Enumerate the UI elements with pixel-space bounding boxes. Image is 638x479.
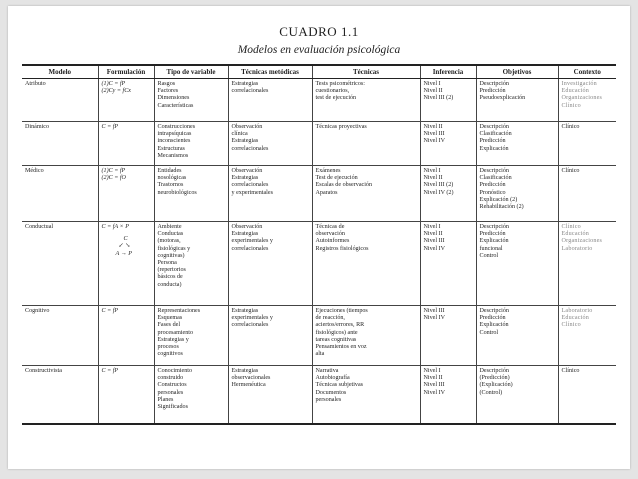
- formulacion-line: (2)Cy = fCx: [101, 88, 131, 95]
- tecnicas-line: personales: [315, 396, 342, 403]
- tipo-line: (motoras,: [157, 238, 181, 245]
- tipo-line: Ambiente: [157, 224, 182, 230]
- inferencia-line: Nivel III: [423, 238, 445, 245]
- objetivos-line: Descripción: [479, 168, 509, 174]
- tecnicas-line: Técnicas proyectivas: [315, 124, 367, 130]
- tecnicas-line: Aparatos: [315, 189, 338, 196]
- contexto-line: Laboratorio: [561, 245, 593, 252]
- cell-objetivos: [476, 222, 558, 306]
- cell-tipo: [154, 122, 228, 166]
- tecnicas-line: Pensamientos en voz: [315, 344, 367, 351]
- inferencia-line: Nivel III (2): [423, 182, 454, 189]
- inferencia-line: Nivel III: [423, 382, 445, 389]
- cell-modelo: [22, 122, 98, 166]
- tecnicas-line: Técnicas subjetivas: [315, 382, 364, 389]
- contexto-line: Clínico: [561, 102, 581, 109]
- tipo-line: Constructos: [157, 382, 187, 389]
- cell-contexto: [558, 79, 616, 122]
- cell-tipo: [154, 79, 228, 122]
- metodicas-line: Estrategias: [231, 231, 259, 238]
- inferencia-line: Nivel IV: [423, 138, 445, 145]
- objetivos-line: Explicación: [479, 145, 509, 152]
- tipo-line: Dimensiones: [157, 95, 190, 102]
- cell-tipo: [154, 306, 228, 366]
- cell-formulacion: [98, 166, 154, 222]
- objetivos-line: Descripción: [479, 81, 509, 87]
- tecnicas-line: Autobiografía: [315, 375, 350, 382]
- header-objetivos: Objetivos: [476, 65, 558, 79]
- objetivos-line: Descripción: [479, 124, 509, 130]
- contexto-line: Organizaciones: [561, 95, 603, 102]
- contexto-line: Clínico: [561, 322, 581, 329]
- table-row: [22, 166, 616, 222]
- formulacion-line: (2)C = fO: [101, 175, 126, 182]
- diagram-line: A → P: [115, 250, 132, 257]
- metodicas-line: Hermenéutica: [231, 382, 266, 389]
- cell-contexto: [558, 306, 616, 366]
- inferencia-line: Nivel III: [423, 308, 445, 314]
- table-row: [22, 366, 616, 424]
- tecnicas-line: alta: [315, 351, 325, 358]
- formulacion-line: C = fP: [101, 308, 119, 314]
- tipo-line: Conocimiento: [157, 368, 193, 374]
- cell-inferencia: [420, 166, 476, 222]
- inferencia-line: Nivel I: [423, 168, 441, 174]
- inferencia-line: Nivel IV: [423, 389, 445, 396]
- objetivos-line: Predicción: [479, 231, 506, 238]
- tipo-line: (repertorios: [157, 267, 186, 274]
- cell-inferencia: [420, 79, 476, 122]
- tipo-line: Esquemas: [157, 315, 183, 322]
- header-formulacion: Formulación: [98, 65, 154, 79]
- tecnicas-line: Escalas de observación: [315, 182, 373, 189]
- tipo-line: procesos: [157, 344, 179, 351]
- tecnicas-line: de reacción,: [315, 315, 345, 322]
- objetivos-line: Explicación: [479, 322, 509, 329]
- contexto-line: Organizaciones: [561, 238, 603, 245]
- tipo-line: cognitivos: [157, 351, 183, 358]
- header-inferencia: Inferencia: [420, 65, 476, 79]
- table-row: [22, 222, 616, 306]
- inferencia-line: Nivel II: [423, 88, 443, 95]
- cell-tecnicas: [312, 366, 420, 424]
- inferencia-line: Nivel I: [423, 224, 441, 230]
- cell-inferencia: [420, 222, 476, 306]
- objetivos-line: (Predicción): [479, 375, 510, 382]
- tecnicas-line: observación: [315, 231, 345, 238]
- formulacion-line: (1)C = fP: [101, 168, 126, 174]
- tipo-line: fisiológicas y: [157, 245, 191, 252]
- tecnicas-line: Exámenes: [315, 168, 341, 174]
- formulacion-line: C = fP: [101, 124, 119, 130]
- cell-contexto: [558, 366, 616, 424]
- objetivos-line: funcional: [479, 245, 503, 252]
- inferencia-line: Nivel I: [423, 368, 441, 374]
- tipo-line: Características: [157, 102, 194, 109]
- objetivos-line: Predicción: [479, 182, 506, 189]
- contexto-line: Clínico: [561, 168, 580, 174]
- tecnicas-line: Técnicas de: [315, 224, 345, 230]
- inferencia-line: Nivel III (2): [423, 95, 454, 102]
- tipo-line: procesamiento: [157, 329, 194, 336]
- formulacion-line: C = fP: [101, 368, 119, 374]
- metodicas-line: y experimentales: [231, 189, 273, 196]
- tipo-line: construido: [157, 375, 184, 382]
- objetivos-line: (Explicación): [479, 382, 513, 389]
- modelo-line: Atributo: [25, 81, 46, 87]
- header-modelo: Modelo: [22, 65, 98, 79]
- header-tecnicas-metodicas: Técnicas metódicas: [228, 65, 312, 79]
- inferencia-line: Nivel IV: [423, 245, 445, 252]
- inferencia-line: Nivel IV: [423, 315, 445, 322]
- table-body: [22, 79, 616, 424]
- tipo-line: personales: [157, 389, 184, 396]
- inferencia-line: Nivel I: [423, 81, 441, 87]
- metodicas-line: correlacionales: [231, 145, 269, 152]
- contexto-line: Investigación: [561, 81, 597, 87]
- objetivos-line: Pronóstico: [479, 189, 506, 196]
- metodicas-line: Estrategias: [231, 308, 259, 314]
- header-tecnicas: Técnicas: [312, 65, 420, 79]
- contexto-line: Educación: [561, 231, 590, 238]
- objetivos-line: Descripción: [479, 308, 509, 314]
- contexto-line: Clínico: [561, 224, 581, 230]
- inferencia-line: Nivel II: [423, 375, 443, 382]
- objetivos-line: Control: [479, 329, 499, 336]
- metodicas-line: correlacionales: [231, 322, 269, 329]
- models-table: [22, 64, 616, 425]
- table-row: [22, 306, 616, 366]
- tipo-line: cognitivas): [157, 252, 185, 259]
- cell-objetivos: [476, 166, 558, 222]
- cell-metodicas: [228, 222, 312, 306]
- cell-inferencia: [420, 122, 476, 166]
- cell-inferencia: [420, 366, 476, 424]
- tipo-line: básicos de: [157, 274, 183, 281]
- metodicas-line: experimentales y: [231, 238, 273, 245]
- inferencia-line: Nivel III: [423, 131, 445, 138]
- tecnicas-line: test de ejecución: [315, 95, 357, 102]
- cell-contexto: [558, 166, 616, 222]
- inferencia-line: Nivel II: [423, 175, 443, 182]
- cell-metodicas: [228, 166, 312, 222]
- metodicas-line: Observación: [231, 168, 263, 174]
- objetivos-line: Pseudoexplicación: [479, 95, 526, 102]
- tipo-line: Trastornos: [157, 182, 184, 189]
- formulacion-line: (1)C = fP: [101, 81, 126, 87]
- modelo-line: Constructivista: [25, 368, 62, 374]
- cell-modelo: [22, 166, 98, 222]
- tipo-line: Significados: [157, 404, 188, 411]
- tecnicas-line: cuestionarios,: [315, 88, 350, 95]
- tipo-line: intrapsíquicas: [157, 131, 192, 138]
- metodicas-line: correlacionales: [231, 88, 269, 95]
- cell-tecnicas: [312, 306, 420, 366]
- cell-metodicas: [228, 306, 312, 366]
- tipo-line: inconscientes: [157, 138, 191, 145]
- metodicas-line: correlacionales: [231, 182, 269, 189]
- tipo-line: conducta): [157, 281, 182, 288]
- tecnicas-line: Test de ejecución: [315, 175, 358, 182]
- document-page: [8, 6, 630, 469]
- contexto-line: Clínico: [561, 124, 580, 130]
- tecnicas-line: Ejecuciones (tiempos: [315, 308, 368, 314]
- metodicas-line: Estrategias: [231, 175, 259, 182]
- formula-diagram: [102, 236, 152, 258]
- cell-tipo: [154, 166, 228, 222]
- table-title: CUADRO 1.1: [279, 24, 359, 39]
- tipo-line: Entidades: [157, 168, 182, 174]
- objetivos-line: Predicción: [479, 315, 506, 322]
- inferencia-line: Nivel II: [423, 124, 443, 130]
- contexto-line: Laboratorio: [561, 308, 593, 314]
- objetivos-line: Clasificación: [479, 131, 512, 138]
- cell-contexto: [558, 222, 616, 306]
- objetivos-line: Descripción: [479, 368, 509, 374]
- tecnicas-line: aciertos/errores, RR: [315, 322, 365, 329]
- cell-modelo: [22, 306, 98, 366]
- objetivos-line: Clasificación: [479, 175, 512, 182]
- objetivos-line: Explicación: [479, 238, 509, 245]
- objetivos-line: Predicción: [479, 138, 506, 145]
- tipo-line: Construcciones: [157, 124, 196, 130]
- tipo-line: nosológicas: [157, 175, 187, 182]
- diagram-line: C: [123, 236, 128, 243]
- contexto-line: Educación: [561, 315, 590, 322]
- cell-formulacion: [98, 122, 154, 166]
- cell-objetivos: [476, 366, 558, 424]
- metodicas-line: Estrategias: [231, 138, 259, 145]
- tipo-line: Conductas: [157, 231, 184, 238]
- cell-objetivos: [476, 306, 558, 366]
- cell-tecnicas: [312, 79, 420, 122]
- cell-formulacion: [98, 366, 154, 424]
- inferencia-line: Nivel II: [423, 231, 443, 238]
- cell-modelo: [22, 79, 98, 122]
- cell-tipo: [154, 366, 228, 424]
- cell-modelo: [22, 366, 98, 424]
- tipo-line: Persona: [157, 260, 177, 267]
- contexto-line: Educación: [561, 88, 590, 95]
- objetivos-line: (Control): [479, 389, 503, 396]
- tipo-line: Estrategias y: [157, 336, 189, 343]
- cell-contexto: [558, 122, 616, 166]
- metodicas-line: clínica: [231, 131, 248, 138]
- tipo-line: Planes: [157, 396, 174, 403]
- cell-tecnicas: [312, 166, 420, 222]
- cell-formulacion: [98, 79, 154, 122]
- tipo-line: Rasgos: [157, 81, 176, 87]
- metodicas-line: Estrategias: [231, 368, 259, 374]
- cell-tecnicas: [312, 122, 420, 166]
- cell-formulacion: [98, 222, 154, 306]
- objetivos-line: Control: [479, 252, 499, 259]
- metodicas-line: Observación: [231, 224, 263, 230]
- cell-metodicas: [228, 122, 312, 166]
- contexto-line: Clínico: [561, 368, 580, 374]
- objetivos-line: Rehabilitación (2): [479, 204, 524, 211]
- table-row: [22, 122, 616, 166]
- header-tipo-variable: Tipo de variable: [154, 65, 228, 79]
- diagram-line: ↙ ↘: [118, 243, 131, 250]
- tecnicas-line: fisiológicos) ante: [315, 329, 358, 336]
- tecnicas-line: Registros fisiológicos: [315, 245, 369, 252]
- cell-objetivos: [476, 122, 558, 166]
- inferencia-line: Nivel IV (2): [423, 189, 454, 196]
- metodicas-line: correlacionales: [231, 245, 269, 252]
- cell-objetivos: [476, 79, 558, 122]
- header-contexto: Contexto: [558, 65, 616, 79]
- modelo-line: Cognitivo: [25, 308, 50, 314]
- cell-metodicas: [228, 79, 312, 122]
- tipo-line: Factores: [157, 88, 179, 95]
- objetivos-line: Predicción: [479, 88, 506, 95]
- metodicas-line: Observación: [231, 124, 263, 130]
- table-row: [22, 79, 616, 122]
- cell-formulacion: [98, 306, 154, 366]
- cell-tipo: [154, 222, 228, 306]
- tecnicas-line: Autoinformes: [315, 238, 350, 245]
- formulacion-line: C = fA × P: [101, 224, 129, 230]
- tecnicas-line: Tests psicométricos:: [315, 81, 365, 87]
- tipo-line: Estructuras: [157, 145, 185, 152]
- header-row: [22, 65, 616, 79]
- cell-metodicas: [228, 366, 312, 424]
- tipo-line: neurobiológicos: [157, 189, 197, 196]
- cell-inferencia: [420, 306, 476, 366]
- tipo-line: Fases del: [157, 322, 181, 329]
- objetivos-line: Explicación (2): [479, 196, 518, 203]
- modelo-line: Conductual: [25, 224, 54, 230]
- tecnicas-line: Narrativa: [315, 368, 339, 374]
- cell-tecnicas: [312, 222, 420, 306]
- objetivos-line: Descripción: [479, 224, 509, 230]
- modelo-line: Médico: [25, 168, 44, 174]
- cell-modelo: [22, 222, 98, 306]
- metodicas-line: experimentales y: [231, 315, 273, 322]
- table-subtitle: Modelos en evaluación psicológica: [237, 44, 401, 56]
- tecnicas-line: tareas cognitivas: [315, 336, 357, 343]
- metodicas-line: Estrategias: [231, 81, 259, 87]
- metodicas-line: observacionales: [231, 375, 271, 382]
- modelo-line: Dinámico: [25, 124, 50, 130]
- tipo-line: Mecanismos: [157, 152, 189, 159]
- tecnicas-line: Documentos: [315, 389, 347, 396]
- tipo-line: Representaciones: [157, 308, 201, 314]
